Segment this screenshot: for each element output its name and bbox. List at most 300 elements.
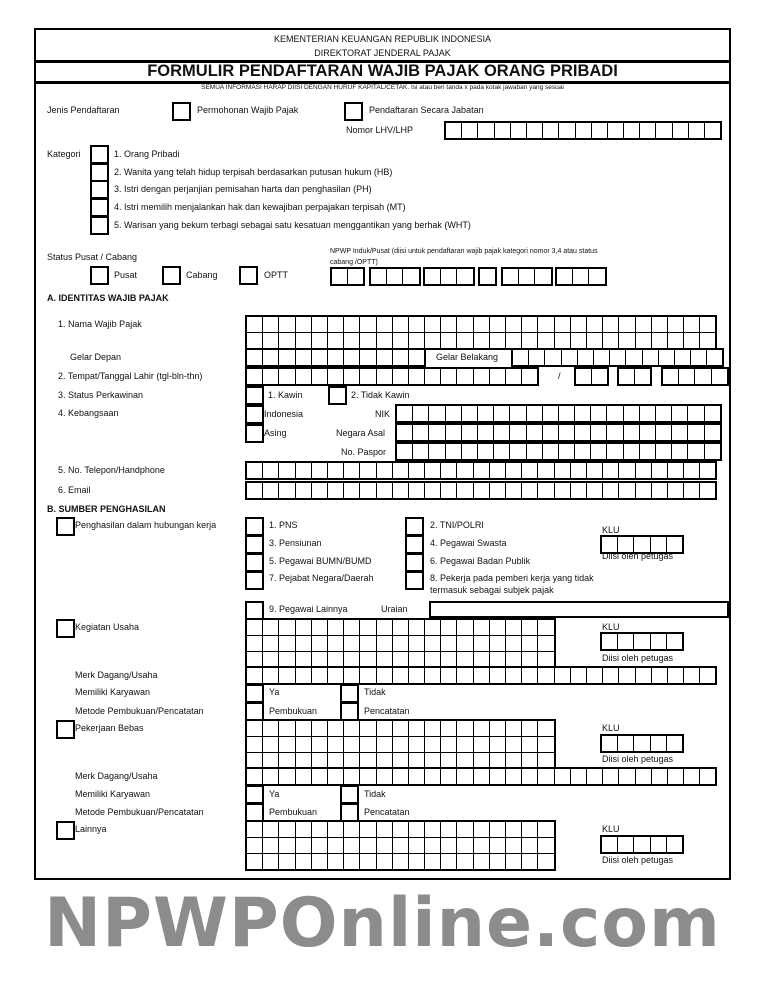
char-cell[interactable] xyxy=(247,838,262,853)
char-cell[interactable] xyxy=(473,369,489,384)
char-cell[interactable] xyxy=(392,769,408,784)
char-cell[interactable] xyxy=(359,317,375,332)
char-cell[interactable] xyxy=(295,333,311,348)
char-cell[interactable] xyxy=(456,483,472,498)
char-cell[interactable] xyxy=(537,769,553,784)
tidak-kawin-checkbox[interactable] xyxy=(328,386,347,405)
char-cell[interactable] xyxy=(521,463,537,478)
char-cell[interactable] xyxy=(327,737,343,752)
char-cell[interactable] xyxy=(505,769,521,784)
char-cell[interactable] xyxy=(262,333,278,348)
char-cell[interactable] xyxy=(473,483,489,498)
char-cell[interactable] xyxy=(473,854,489,869)
char-cell[interactable] xyxy=(607,123,623,138)
char-cell[interactable] xyxy=(461,123,477,138)
char-cell[interactable] xyxy=(489,333,505,348)
char-cell[interactable] xyxy=(588,269,604,284)
tanggal-input[interactable] xyxy=(574,367,609,386)
char-cell[interactable] xyxy=(412,425,428,440)
char-cell[interactable] xyxy=(445,444,461,459)
badan-publik-checkbox[interactable] xyxy=(405,553,424,572)
char-cell[interactable] xyxy=(537,317,553,332)
char-cell[interactable] xyxy=(537,822,553,837)
char-cell[interactable] xyxy=(639,425,655,440)
char-cell[interactable] xyxy=(542,444,558,459)
char-cell[interactable] xyxy=(247,620,262,635)
char-cell[interactable] xyxy=(371,269,386,284)
char-cell[interactable] xyxy=(521,822,537,837)
char-cell[interactable] xyxy=(295,854,311,869)
char-cell[interactable] xyxy=(602,317,618,332)
char-cell[interactable] xyxy=(376,620,392,635)
char-cell[interactable] xyxy=(521,620,537,635)
char-cell[interactable] xyxy=(408,668,424,683)
char-cell[interactable] xyxy=(473,721,489,736)
char-cell[interactable] xyxy=(359,333,375,348)
char-cell[interactable] xyxy=(278,737,294,752)
kategori-3-checkbox[interactable] xyxy=(90,180,109,199)
char-cell[interactable] xyxy=(602,537,617,552)
npwp-input-part-3[interactable] xyxy=(423,267,475,286)
char-cell[interactable] xyxy=(461,425,477,440)
char-cell[interactable] xyxy=(473,317,489,332)
char-cell[interactable] xyxy=(359,769,375,784)
char-cell[interactable] xyxy=(554,769,570,784)
char-cell[interactable] xyxy=(683,769,699,784)
char-cell[interactable] xyxy=(262,721,278,736)
char-cell[interactable] xyxy=(392,463,408,478)
char-cell[interactable] xyxy=(704,444,720,459)
kategori-5-checkbox[interactable] xyxy=(90,216,109,235)
char-cell[interactable] xyxy=(359,636,375,651)
char-cell[interactable] xyxy=(602,463,618,478)
char-cell[interactable] xyxy=(461,406,477,421)
char-cell[interactable] xyxy=(505,854,521,869)
char-cell[interactable] xyxy=(489,636,505,651)
char-cell[interactable] xyxy=(537,737,553,752)
char-cell[interactable] xyxy=(456,737,472,752)
char-cell[interactable] xyxy=(343,652,359,667)
char-cell[interactable] xyxy=(618,333,634,348)
char-cell[interactable] xyxy=(493,425,509,440)
char-cell[interactable] xyxy=(262,620,278,635)
char-cell[interactable] xyxy=(618,769,634,784)
char-cell[interactable] xyxy=(343,317,359,332)
char-cell[interactable] xyxy=(489,652,505,667)
tahun-input[interactable] xyxy=(661,367,729,386)
char-cell[interactable] xyxy=(359,737,375,752)
char-cell[interactable] xyxy=(278,333,294,348)
char-cell[interactable] xyxy=(408,317,424,332)
char-cell[interactable] xyxy=(392,737,408,752)
char-cell[interactable] xyxy=(655,444,671,459)
char-cell[interactable] xyxy=(577,350,593,365)
char-cell[interactable] xyxy=(489,317,505,332)
char-cell[interactable] xyxy=(456,854,472,869)
char-cell[interactable] xyxy=(343,369,359,384)
char-cell[interactable] xyxy=(537,721,553,736)
char-cell[interactable] xyxy=(505,620,521,635)
char-cell[interactable] xyxy=(408,369,424,384)
char-cell[interactable] xyxy=(554,317,570,332)
char-cell[interactable] xyxy=(683,668,699,683)
char-cell[interactable] xyxy=(376,753,392,768)
char-cell[interactable] xyxy=(557,269,572,284)
char-cell[interactable] xyxy=(295,668,311,683)
optt-checkbox[interactable] xyxy=(239,266,258,285)
char-cell[interactable] xyxy=(278,317,294,332)
char-cell[interactable] xyxy=(311,854,327,869)
char-cell[interactable] xyxy=(327,350,343,365)
char-cell[interactable] xyxy=(295,838,311,853)
char-cell[interactable] xyxy=(343,769,359,784)
char-cell[interactable] xyxy=(397,406,412,421)
char-cell[interactable] xyxy=(311,753,327,768)
char-cell[interactable] xyxy=(456,753,472,768)
char-cell[interactable] xyxy=(493,406,509,421)
char-cell[interactable] xyxy=(445,406,461,421)
char-cell[interactable] xyxy=(376,838,392,853)
char-cell[interactable] xyxy=(473,463,489,478)
char-cell[interactable] xyxy=(489,737,505,752)
char-cell[interactable] xyxy=(489,753,505,768)
char-cell[interactable] xyxy=(392,636,408,651)
char-cell[interactable] xyxy=(576,369,591,384)
char-cell[interactable] xyxy=(359,652,375,667)
char-cell[interactable] xyxy=(699,668,715,683)
email-input[interactable] xyxy=(245,481,717,500)
char-cell[interactable] xyxy=(278,753,294,768)
char-cell[interactable] xyxy=(343,333,359,348)
char-cell[interactable] xyxy=(278,668,294,683)
char-cell[interactable] xyxy=(704,123,720,138)
char-cell[interactable] xyxy=(311,721,327,736)
char-cell[interactable] xyxy=(711,369,727,384)
char-cell[interactable] xyxy=(392,838,408,853)
char-cell[interactable] xyxy=(408,636,424,651)
char-cell[interactable] xyxy=(408,721,424,736)
merk-input[interactable] xyxy=(245,767,717,786)
char-cell[interactable] xyxy=(537,636,553,651)
asing-checkbox[interactable] xyxy=(245,424,264,443)
char-cell[interactable] xyxy=(651,668,667,683)
char-cell[interactable] xyxy=(651,769,667,784)
char-cell[interactable] xyxy=(461,444,477,459)
pusat-checkbox[interactable] xyxy=(90,266,109,285)
char-cell[interactable] xyxy=(672,123,688,138)
char-cell[interactable] xyxy=(359,463,375,478)
char-cell[interactable] xyxy=(658,350,674,365)
char-cell[interactable] xyxy=(570,483,586,498)
char-cell[interactable] xyxy=(505,822,521,837)
char-cell[interactable] xyxy=(602,483,618,498)
char-cell[interactable] xyxy=(521,483,537,498)
char-cell[interactable] xyxy=(327,317,343,332)
char-cell[interactable] xyxy=(526,444,542,459)
lhv-input[interactable] xyxy=(444,121,722,140)
char-cell[interactable] xyxy=(408,854,424,869)
char-cell[interactable] xyxy=(327,753,343,768)
char-cell[interactable] xyxy=(477,425,493,440)
char-cell[interactable] xyxy=(262,822,278,837)
char-cell[interactable] xyxy=(570,333,586,348)
char-cell[interactable] xyxy=(424,737,440,752)
char-cell[interactable] xyxy=(408,620,424,635)
char-cell[interactable] xyxy=(617,537,633,552)
char-cell[interactable] xyxy=(262,854,278,869)
char-cell[interactable] xyxy=(359,620,375,635)
char-cell[interactable] xyxy=(639,444,655,459)
char-cell[interactable] xyxy=(537,753,553,768)
char-cell[interactable] xyxy=(408,737,424,752)
char-cell[interactable] xyxy=(505,721,521,736)
char-cell[interactable] xyxy=(625,350,641,365)
char-cell[interactable] xyxy=(655,123,671,138)
char-cell[interactable] xyxy=(262,463,278,478)
char-cell[interactable] xyxy=(311,620,327,635)
char-cell[interactable] xyxy=(440,769,456,784)
char-cell[interactable] xyxy=(424,854,440,869)
char-cell[interactable] xyxy=(408,769,424,784)
char-cell[interactable] xyxy=(623,406,639,421)
pekerjaan-bebas-checkbox[interactable] xyxy=(56,720,75,739)
char-cell[interactable] xyxy=(650,537,666,552)
char-cell[interactable] xyxy=(558,123,574,138)
char-cell[interactable] xyxy=(554,463,570,478)
char-cell[interactable] xyxy=(440,753,456,768)
gelar-depan-input[interactable] xyxy=(245,348,426,367)
char-cell[interactable] xyxy=(278,620,294,635)
kegiatan-usaha-input[interactable] xyxy=(245,618,556,669)
char-cell[interactable] xyxy=(343,668,359,683)
char-cell[interactable] xyxy=(440,668,456,683)
char-cell[interactable] xyxy=(456,636,472,651)
char-cell[interactable] xyxy=(408,350,424,365)
char-cell[interactable] xyxy=(412,406,428,421)
char-cell[interactable] xyxy=(456,369,472,384)
char-cell[interactable] xyxy=(376,668,392,683)
char-cell[interactable] xyxy=(554,668,570,683)
char-cell[interactable] xyxy=(456,769,472,784)
char-cell[interactable] xyxy=(408,483,424,498)
char-cell[interactable] xyxy=(327,620,343,635)
char-cell[interactable] xyxy=(359,369,375,384)
char-cell[interactable] xyxy=(667,317,683,332)
char-cell[interactable] xyxy=(440,854,456,869)
char-cell[interactable] xyxy=(521,369,537,384)
char-cell[interactable] xyxy=(586,317,602,332)
char-cell[interactable] xyxy=(327,652,343,667)
char-cell[interactable] xyxy=(617,634,633,649)
char-cell[interactable] xyxy=(327,333,343,348)
char-cell[interactable] xyxy=(343,854,359,869)
char-cell[interactable] xyxy=(667,483,683,498)
char-cell[interactable] xyxy=(262,769,278,784)
char-cell[interactable] xyxy=(542,123,558,138)
char-cell[interactable] xyxy=(489,620,505,635)
char-cell[interactable] xyxy=(424,753,440,768)
char-cell[interactable] xyxy=(440,652,456,667)
char-cell[interactable] xyxy=(473,636,489,651)
char-cell[interactable] xyxy=(440,269,456,284)
char-cell[interactable] xyxy=(440,721,456,736)
char-cell[interactable] xyxy=(247,668,262,683)
char-cell[interactable] xyxy=(609,350,625,365)
char-cell[interactable] xyxy=(528,350,544,365)
char-cell[interactable] xyxy=(247,483,262,498)
karyawan-ya-checkbox[interactable] xyxy=(245,785,264,804)
char-cell[interactable] xyxy=(633,837,649,852)
char-cell[interactable] xyxy=(295,721,311,736)
char-cell[interactable] xyxy=(542,406,558,421)
char-cell[interactable] xyxy=(425,269,440,284)
char-cell[interactable] xyxy=(278,854,294,869)
char-cell[interactable] xyxy=(667,463,683,478)
lainnya-input[interactable] xyxy=(245,820,556,871)
char-cell[interactable] xyxy=(542,425,558,440)
char-cell[interactable] xyxy=(623,444,639,459)
char-cell[interactable] xyxy=(247,721,262,736)
char-cell[interactable] xyxy=(494,123,510,138)
char-cell[interactable] xyxy=(666,537,682,552)
char-cell[interactable] xyxy=(327,369,343,384)
char-cell[interactable] xyxy=(634,369,650,384)
char-cell[interactable] xyxy=(671,406,687,421)
char-cell[interactable] xyxy=(570,463,586,478)
char-cell[interactable] xyxy=(674,350,690,365)
char-cell[interactable] xyxy=(688,123,704,138)
char-cell[interactable] xyxy=(473,668,489,683)
char-cell[interactable] xyxy=(278,636,294,651)
char-cell[interactable] xyxy=(618,463,634,478)
char-cell[interactable] xyxy=(602,333,618,348)
char-cell[interactable] xyxy=(359,483,375,498)
char-cell[interactable] xyxy=(505,483,521,498)
char-cell[interactable] xyxy=(602,736,617,751)
char-cell[interactable] xyxy=(667,668,683,683)
char-cell[interactable] xyxy=(247,753,262,768)
char-cell[interactable] xyxy=(561,350,577,365)
char-cell[interactable] xyxy=(424,333,440,348)
char-cell[interactable] xyxy=(489,769,505,784)
char-cell[interactable] xyxy=(526,406,542,421)
char-cell[interactable] xyxy=(311,652,327,667)
char-cell[interactable] xyxy=(650,736,666,751)
char-cell[interactable] xyxy=(593,350,609,365)
char-cell[interactable] xyxy=(327,822,343,837)
char-cell[interactable] xyxy=(392,350,408,365)
npwp-input-part-1[interactable] xyxy=(330,267,365,286)
kegiatan-usaha-checkbox[interactable] xyxy=(56,619,75,638)
char-cell[interactable] xyxy=(359,721,375,736)
char-cell[interactable] xyxy=(278,822,294,837)
char-cell[interactable] xyxy=(424,369,440,384)
char-cell[interactable] xyxy=(635,317,651,332)
kategori-4-checkbox[interactable] xyxy=(90,198,109,217)
char-cell[interactable] xyxy=(706,350,722,365)
char-cell[interactable] xyxy=(408,333,424,348)
char-cell[interactable] xyxy=(687,444,703,459)
char-cell[interactable] xyxy=(262,350,278,365)
char-cell[interactable] xyxy=(586,668,602,683)
char-cell[interactable] xyxy=(247,737,262,752)
char-cell[interactable] xyxy=(456,721,472,736)
char-cell[interactable] xyxy=(456,668,472,683)
char-cell[interactable] xyxy=(619,369,634,384)
char-cell[interactable] xyxy=(295,369,311,384)
char-cell[interactable] xyxy=(534,269,550,284)
tempat-lahir-input[interactable] xyxy=(245,367,539,386)
char-cell[interactable] xyxy=(247,854,262,869)
char-cell[interactable] xyxy=(590,406,606,421)
char-cell[interactable] xyxy=(311,350,327,365)
char-cell[interactable] xyxy=(295,483,311,498)
char-cell[interactable] xyxy=(586,463,602,478)
char-cell[interactable] xyxy=(477,444,493,459)
char-cell[interactable] xyxy=(386,269,402,284)
char-cell[interactable] xyxy=(574,406,590,421)
char-cell[interactable] xyxy=(572,269,588,284)
char-cell[interactable] xyxy=(359,668,375,683)
char-cell[interactable] xyxy=(359,350,375,365)
char-cell[interactable] xyxy=(262,369,278,384)
char-cell[interactable] xyxy=(635,769,651,784)
npwp-input-part-6[interactable] xyxy=(555,267,607,286)
char-cell[interactable] xyxy=(343,737,359,752)
char-cell[interactable] xyxy=(473,838,489,853)
bulan-input[interactable] xyxy=(617,367,652,386)
char-cell[interactable] xyxy=(671,444,687,459)
char-cell[interactable] xyxy=(667,333,683,348)
char-cell[interactable] xyxy=(440,369,456,384)
char-cell[interactable] xyxy=(446,123,461,138)
char-cell[interactable] xyxy=(574,444,590,459)
kategori-1-checkbox[interactable] xyxy=(90,145,109,164)
char-cell[interactable] xyxy=(489,369,505,384)
char-cell[interactable] xyxy=(699,769,715,784)
char-cell[interactable] xyxy=(635,333,651,348)
char-cell[interactable] xyxy=(666,837,682,852)
char-cell[interactable] xyxy=(655,406,671,421)
char-cell[interactable] xyxy=(473,652,489,667)
char-cell[interactable] xyxy=(343,636,359,651)
char-cell[interactable] xyxy=(651,317,667,332)
char-cell[interactable] xyxy=(359,753,375,768)
char-cell[interactable] xyxy=(655,425,671,440)
char-cell[interactable] xyxy=(537,838,553,853)
char-cell[interactable] xyxy=(586,483,602,498)
char-cell[interactable] xyxy=(424,620,440,635)
char-cell[interactable] xyxy=(376,369,392,384)
char-cell[interactable] xyxy=(570,769,586,784)
char-cell[interactable] xyxy=(606,406,622,421)
char-cell[interactable] xyxy=(678,369,694,384)
char-cell[interactable] xyxy=(262,753,278,768)
char-cell[interactable] xyxy=(521,333,537,348)
char-cell[interactable] xyxy=(295,620,311,635)
char-cell[interactable] xyxy=(617,736,633,751)
char-cell[interactable] xyxy=(262,483,278,498)
char-cell[interactable] xyxy=(521,721,537,736)
char-cell[interactable] xyxy=(376,350,392,365)
char-cell[interactable] xyxy=(480,269,495,284)
char-cell[interactable] xyxy=(311,463,327,478)
char-cell[interactable] xyxy=(392,620,408,635)
kawin-checkbox[interactable] xyxy=(245,386,264,405)
char-cell[interactable] xyxy=(295,737,311,752)
char-cell[interactable] xyxy=(376,652,392,667)
char-cell[interactable] xyxy=(694,369,710,384)
